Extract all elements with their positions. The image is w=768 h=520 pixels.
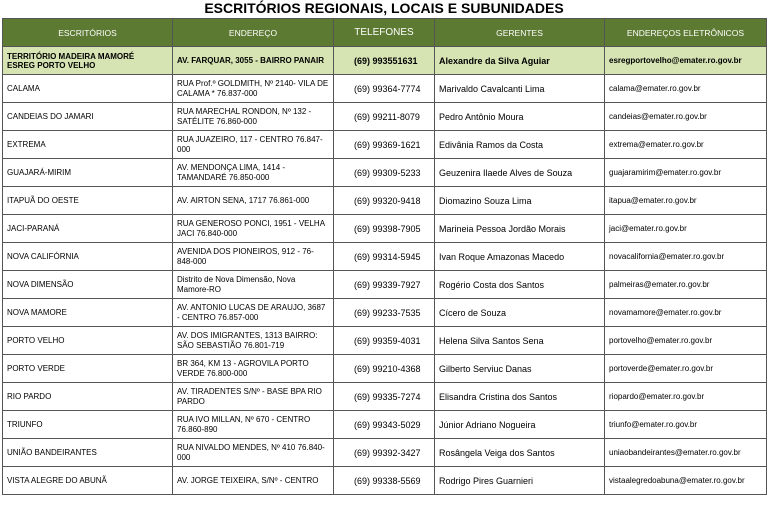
phone-cell: (69) 99320-9418	[334, 187, 435, 215]
address-cell: AV. TIRADENTES S/Nº - BASE BPA RIO PARDO	[173, 383, 334, 411]
address-cell: AV. JORGE TEIXEIRA, S/Nº - CENTRO	[173, 467, 334, 495]
manager-cell: Gilberto Serviuc Danas	[435, 355, 605, 383]
address-cell: AV. ANTONIO LUCAS DE ARAUJO, 3687 - CENTRO 76.857-000	[173, 299, 334, 327]
manager-cell: Elisandra Cristina dos Santos	[435, 383, 605, 411]
table-row	[3, 159, 767, 187]
office-cell: VISTA ALEGRE DO ABUNÃ	[3, 467, 173, 495]
email-cell: jaci@emater.ro.gov.br	[605, 215, 767, 243]
table-row	[3, 439, 767, 467]
table-row	[3, 75, 767, 103]
email-cell: riopardo@emater.ro.gov.br	[605, 383, 767, 411]
table-row	[3, 215, 767, 243]
email-cell: palmeiras@emater.ro.gov.br	[605, 271, 767, 299]
phone-cell: (69) 99211-8079	[334, 103, 435, 131]
email-cell: portoverde@emater.ro.gov.br	[605, 355, 767, 383]
office-cell: NOVA CALIFÓRNIA	[3, 243, 173, 271]
email-cell: novamamore@emater.ro.gov.br	[605, 299, 767, 327]
address-cell: AVENIDA DOS PIONEIROS, 912 - 76-848-000	[173, 243, 334, 271]
address-cell: RUA IVO MILLAN, Nº 670 - CENTRO 76.860-890	[173, 411, 334, 439]
table-row	[3, 271, 767, 299]
header-phones: TELEFONES	[334, 19, 435, 47]
manager-cell: Edivânia Ramos da Costa	[435, 131, 605, 159]
manager-cell: Pedro Antônio Moura	[435, 103, 605, 131]
address-cell: RUA JUAZEIRO, 117 - CENTRO 76.847-000	[173, 131, 334, 159]
email-cell: uniaobandeirantes@emater.ro.gov.br	[605, 439, 767, 467]
manager-cell: Cícero de Souza	[435, 299, 605, 327]
highlight-office	[3, 47, 173, 75]
office-cell: PORTO VERDE	[3, 355, 173, 383]
address-cell: RUA Prof.º GOLDMITH, Nº 2140- VILA DE CALAMA * 76.837-000	[173, 75, 334, 103]
email-cell: itapua@emater.ro.gov.br	[605, 187, 767, 215]
phone-cell: (69) 99392-3427	[334, 439, 435, 467]
office-cell: TRIUNFO	[3, 411, 173, 439]
manager-cell: Rodrigo Pires Guarnieri	[435, 467, 605, 495]
office-cell: PORTO VELHO	[3, 327, 173, 355]
office-cell: JACI-PARANÁ	[3, 215, 173, 243]
table-row	[3, 187, 767, 215]
table-row	[3, 131, 767, 159]
manager-cell: Rogério Costa dos Santos	[435, 271, 605, 299]
header-address: ENDEREÇO	[173, 19, 334, 47]
phone-cell: (69) 99309-5233	[334, 159, 435, 187]
address-cell: RUA NIVALDO MENDES, Nº 410 76.840-000	[173, 439, 334, 467]
highlight-manager: Alexandre da Silva Aguiar	[435, 47, 605, 75]
manager-cell: Geuzenira Ilaede Alves de Souza	[435, 159, 605, 187]
address-cell: RUA MARECHAL RONDON, Nº 132 - SATÉLITE 76.860-000	[173, 103, 334, 131]
manager-cell: Diomazino Souza Lima	[435, 187, 605, 215]
email-cell: novacalifornia@emater.ro.gov.br	[605, 243, 767, 271]
manager-cell: Helena Silva Santos Sena	[435, 327, 605, 355]
header-emails: ENDEREÇOS ELETRÔNICOS	[605, 19, 767, 47]
phone-cell: (69) 99314-5945	[334, 243, 435, 271]
email-cell: triunfo@emater.ro.gov.br	[605, 411, 767, 439]
email-cell: vistaalegredoabuna@emater.ro.gov.br	[605, 467, 767, 495]
manager-cell: Júnior Adriano Nogueira	[435, 411, 605, 439]
table-row	[3, 467, 767, 495]
manager-cell: Ivan Roque Amazonas Macedo	[435, 243, 605, 271]
manager-cell: Marivaldo Cavalcanti Lima	[435, 75, 605, 103]
address-cell: AV. MENDONÇA LIMA, 1414 - TAMANDARÉ 76.850-000	[173, 159, 334, 187]
office-cell: NOVA MAMORE	[3, 299, 173, 327]
header-office: ESCRITÓRIOS	[3, 19, 173, 47]
highlight-phone: (69) 993551631	[334, 47, 435, 75]
office-cell: UNIÃO BANDEIRANTES	[3, 439, 173, 467]
phone-cell: (69) 99339-7927	[334, 271, 435, 299]
office-cell: ITAPUÃ DO OESTE	[3, 187, 173, 215]
table-row	[3, 411, 767, 439]
manager-cell: Rosângela Veiga dos Santos	[435, 439, 605, 467]
page-title: ESCRITÓRIOS REGIONAIS, LOCAIS E SUBUNIDADES	[204, 0, 564, 16]
highlight-office-line1: TERRITÓRIO MADEIRA MAMORÉ	[7, 51, 135, 61]
phone-cell: (69) 99359-4031	[334, 327, 435, 355]
highlight-office-line2: ESREG PORTO VELHO	[7, 60, 96, 70]
email-cell: candeias@emater.ro.gov.br	[605, 103, 767, 131]
office-cell: RIO PARDO	[3, 383, 173, 411]
highlight-address: AV. FARQUAR, 3055 - BAIRRO PANAIR	[173, 47, 334, 75]
phone-cell: (69) 99398-7905	[334, 215, 435, 243]
table-row	[3, 355, 767, 383]
table-row	[3, 103, 767, 131]
address-cell: AV. DOS IMIGRANTES, 1313 BAIRRO: SÃO SEBASTIÃO 76.801-719	[173, 327, 334, 355]
phone-cell: (69) 99338-5569	[334, 467, 435, 495]
phone-cell: (69) 99233-7535	[334, 299, 435, 327]
phone-cell: (69) 99364-7774	[334, 75, 435, 103]
address-cell: RUA GENEROSO PONCI, 1951 - VELHA JACI 76.840-000	[173, 215, 334, 243]
highlight-row	[3, 47, 767, 75]
email-cell: guajaramirim@emater.ro.gov.br	[605, 159, 767, 187]
phone-cell: (69) 99335-7274	[334, 383, 435, 411]
table-row	[3, 383, 767, 411]
manager-cell: Marineia Pessoa Jordão Morais	[435, 215, 605, 243]
office-cell: CALAMA	[3, 75, 173, 103]
phone-cell: (69) 99210-4368	[334, 355, 435, 383]
address-cell: AV. AIRTON SENA, 1717 76.861-000	[173, 187, 334, 215]
header-managers: GERENTES	[435, 19, 605, 47]
office-cell: GUAJARÁ-MIRIM	[3, 159, 173, 187]
table-row	[3, 299, 767, 327]
offices-table	[2, 18, 767, 495]
office-cell: NOVA DIMENSÃO	[3, 271, 173, 299]
office-cell: EXTREMA	[3, 131, 173, 159]
phone-cell: (69) 99343-5029	[334, 411, 435, 439]
table-row	[3, 327, 767, 355]
table-header-row	[3, 19, 767, 47]
email-cell: extrema@emater.ro.gov.br	[605, 131, 767, 159]
email-cell: portovelho@emater.ro.gov.br	[605, 327, 767, 355]
email-cell: calama@emater.ro.gov.br	[605, 75, 767, 103]
address-cell: Distrito de Nova Dimensão, Nova Mamore-RO	[173, 271, 334, 299]
office-cell: CANDEIAS DO JAMARI	[3, 103, 173, 131]
table-row	[3, 243, 767, 271]
address-cell: BR 364, KM 13 - AGROVILA PORTO VERDE 76.800-000	[173, 355, 334, 383]
highlight-email: esregportovelho@emater.ro.gov.br	[605, 47, 767, 75]
phone-cell: (69) 99369-1621	[334, 131, 435, 159]
